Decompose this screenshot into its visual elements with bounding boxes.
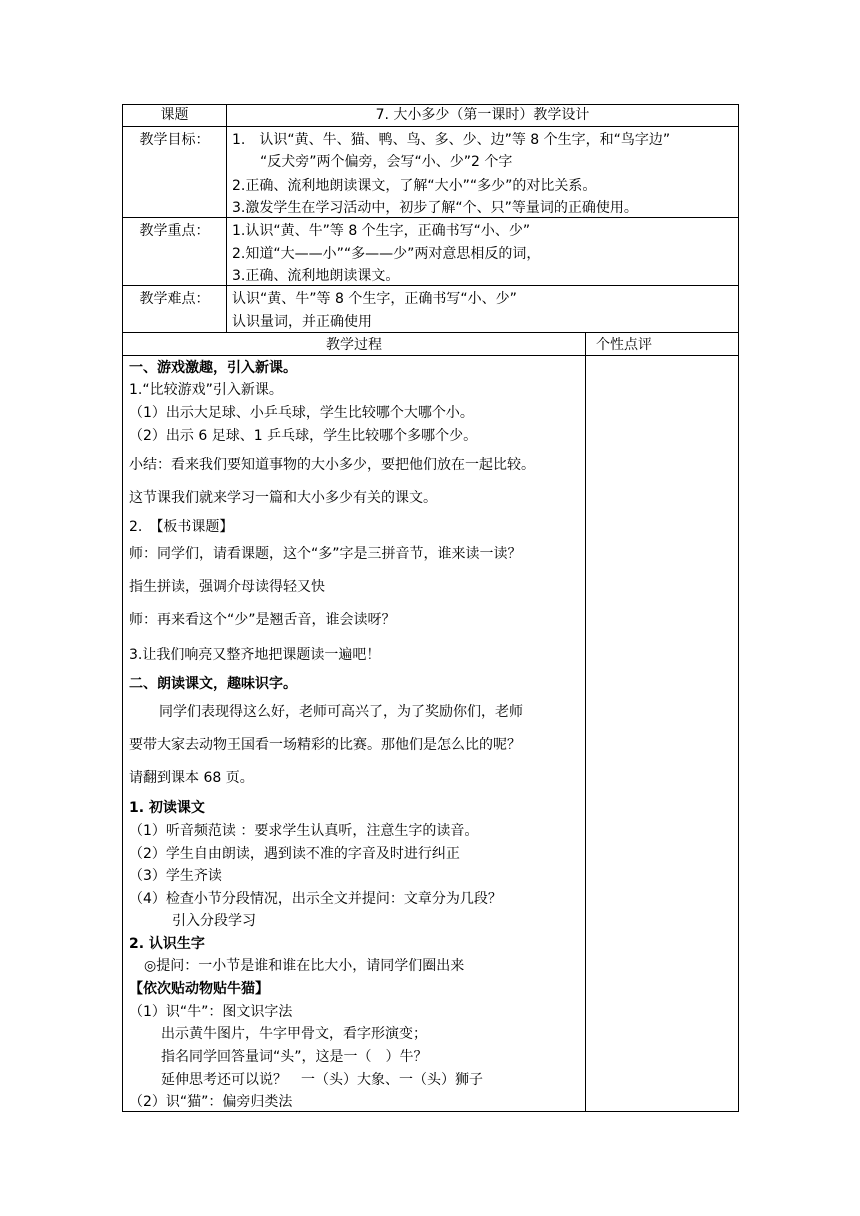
table-border-right bbox=[738, 104, 739, 1112]
process-line: 【依次贴动物贴牛猫】 bbox=[129, 981, 269, 997]
table-border-top bbox=[122, 104, 739, 105]
process-line: （2）学生自由朗读，遇到读不准的字音及时进行纠正 bbox=[129, 846, 460, 862]
difficulty-label: 教学难点： bbox=[139, 291, 210, 307]
process-line: 指名同学回答量词“头”，这是一（ ）牛？ bbox=[161, 1049, 428, 1065]
table-column-divider bbox=[585, 332, 586, 1112]
process-line: 3.让我们响亮又整齐地把课题读一遍吧！ bbox=[129, 647, 381, 663]
key-point-line: 1.认识“黄、牛”等 8 个生字，正确书写“小、少” bbox=[232, 223, 531, 239]
goal-line: “反犬旁”两个偏旁，会写“小、少”2 个字 bbox=[260, 154, 513, 170]
table-row-divider bbox=[122, 217, 739, 218]
table-border-left bbox=[122, 104, 123, 1112]
section-heading: 一、游戏激趣，引入新课。 bbox=[129, 360, 297, 376]
process-line: 1.“比较游戏”引入新课。 bbox=[129, 382, 283, 398]
process-line: （3）学生齐读 bbox=[129, 868, 222, 884]
process-line: 出示黄牛图片，牛字甲骨文，看字形演变； bbox=[161, 1026, 427, 1042]
process-line: 请翻到课本 68 页。 bbox=[129, 770, 254, 786]
process-header: 教学过程 bbox=[326, 337, 382, 353]
difficulty-line: 认识量词，并正确使用 bbox=[232, 314, 372, 330]
goal-line: 2.正确、流利地朗读课文，了解“大小”“多少”的对比关系。 bbox=[232, 178, 597, 194]
section-heading: 二、朗读课文，趣味识字。 bbox=[129, 676, 297, 692]
process-line: 同学们表现得这么好，老师可高兴了，为了奖励你们，老师 bbox=[159, 704, 523, 720]
process-line: 指生拼读，强调介母读得轻又快 bbox=[129, 579, 325, 595]
process-line: 师：同学们，请看课题，这个“多”字是三拼音节，谁来读一读？ bbox=[129, 546, 522, 562]
process-line: （1）出示大足球、小乒乓球，学生比较哪个大哪个小。 bbox=[129, 405, 474, 421]
table-row-divider bbox=[122, 126, 739, 127]
process-line: （2）识“猫”：偏旁归类法 bbox=[129, 1094, 293, 1110]
process-line: 小结：看来我们要知道事物的大小多少，要把他们放在一起比较。 bbox=[129, 457, 535, 473]
process-line: 师：再来看这个“少”是翘舌音，谁会读呀？ bbox=[129, 612, 396, 628]
table-row-divider bbox=[122, 332, 739, 333]
table-row-divider bbox=[122, 355, 739, 356]
process-line: （2）出示 6 足球、1 乒乓球，学生比较哪个多哪个少。 bbox=[129, 428, 478, 444]
lesson-title: 7. 大小多少（第一课时）教学设计 bbox=[375, 107, 590, 123]
comment-header: 个性点评 bbox=[596, 337, 652, 353]
process-line: ◎提问：一小节是谁和谁在比大小，请同学们圈出来 bbox=[144, 958, 465, 974]
process-line: 延伸思考还可以说？ 一（头）大象、一（头）狮子 bbox=[161, 1072, 483, 1088]
process-line: （1）听音频范读 ：要求学生认真听，注意生字的读音。 bbox=[129, 823, 479, 839]
goal-line: 1. 认识“黄、牛、猫、鸭、鸟、多、少、边”等 8 个生字，和“鸟字边” bbox=[232, 132, 671, 148]
process-line: 2. 【板书课题】 bbox=[129, 519, 234, 535]
table-row-divider bbox=[122, 285, 739, 286]
process-line: 这节课我们就来学习一篇和大小多少有关的课文。 bbox=[129, 490, 437, 506]
goal-line: 3.激发学生在学习活动中，初步了解“个、只”等量词的正确使用。 bbox=[232, 200, 638, 216]
process-line: （1）识“牛”：图文识字法 bbox=[129, 1004, 293, 1020]
table-column-divider bbox=[226, 104, 227, 333]
process-line: （4）检查小节分段情况，出示全文并提问：文章分为几段？ bbox=[129, 891, 502, 907]
subsection-heading: 1. 初读课文 bbox=[129, 800, 205, 816]
key-point-line: 3.正确、流利地朗读课文。 bbox=[232, 268, 400, 284]
title-label: 课题 bbox=[160, 107, 189, 123]
difficulty-line: 认识“黄、牛”等 8 个生字，正确书写“小、少” bbox=[232, 291, 517, 307]
table-border-bottom bbox=[122, 1111, 739, 1112]
key-points-label: 教学重点： bbox=[139, 223, 210, 239]
process-line: 要带大家去动物王国看一场精彩的比赛。那他们是怎么比的呢？ bbox=[129, 737, 521, 753]
subsection-heading: 2. 认识生字 bbox=[129, 936, 205, 952]
goals-label: 教学目标： bbox=[139, 132, 210, 148]
process-line: 引入分段学习 bbox=[172, 913, 256, 929]
key-point-line: 2.知道“大——小”“多——少”两对意思相反的词， bbox=[232, 246, 541, 262]
